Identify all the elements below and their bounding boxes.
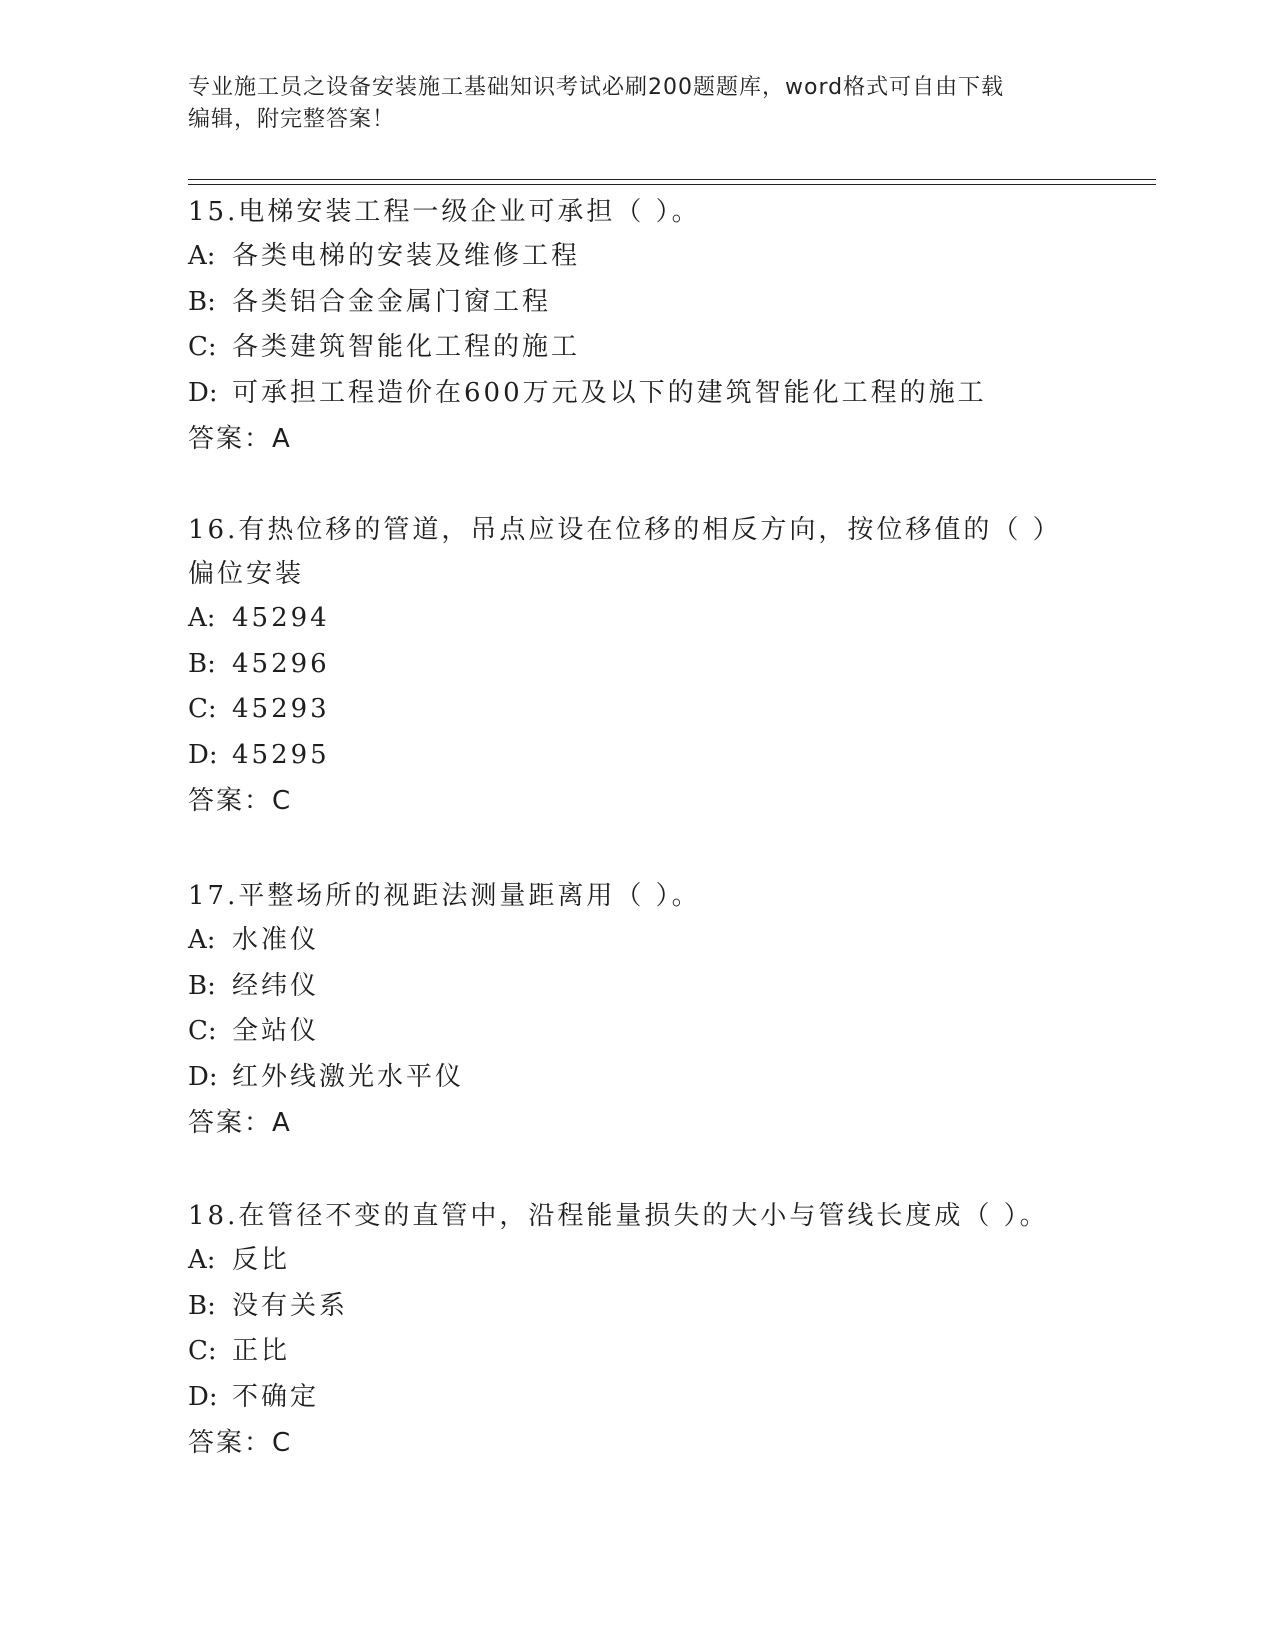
option-b [188,642,1088,688]
answer-line [188,1100,1088,1146]
option-text: 45295 [232,739,330,770]
option-text: 水准仪 [232,925,320,955]
option-letter: A: [188,925,216,955]
option-a [188,234,1088,280]
option-text: 各类电梯的安装及维修工程 [232,241,581,271]
option-letter: C: [188,332,217,362]
option-text: 45294 [232,603,330,633]
option-c [188,687,1088,733]
option-d [188,1055,1088,1101]
option-letter: B: [188,648,216,679]
question-number: 18. [188,1201,239,1231]
answer-label: 答案： [188,1108,273,1138]
option-letter: B: [188,1290,216,1321]
option-text: 45296 [232,648,330,679]
document-header [188,72,1088,136]
question-17 [188,874,1088,1146]
option-letter: B: [188,970,216,1001]
answer-line [188,1420,1088,1466]
option-text: 全站仪 [232,1016,320,1046]
option-letter: B: [188,286,216,317]
option-letter: D: [188,1381,218,1412]
option-text: 经纬仪 [232,970,320,1001]
option-letter: D: [188,377,218,408]
answer-line [188,778,1088,824]
option-letter: C: [188,1336,217,1366]
answer-value: A [272,1108,292,1138]
answer-label: 答案： [188,786,273,816]
option-letter: C: [188,694,217,724]
answer-line [188,416,1088,462]
question-text: 平整场所的视距法测量距离用（ ）。 [238,881,701,911]
question-15 [188,190,1088,462]
option-letter: D: [188,739,218,770]
answer-value: A [272,424,292,454]
option-c [188,1329,1088,1375]
question-stem [188,190,1088,234]
option-b [188,280,1088,326]
question-16 [188,508,1088,824]
answer-label: 答案： [188,1428,273,1458]
option-text: 各类建筑智能化工程的施工 [232,332,581,362]
option-text: 各类铝合金金属门窗工程 [232,286,552,317]
option-text: 正比 [232,1336,291,1366]
option-a [188,918,1088,964]
option-letter: D: [188,1061,218,1092]
option-letter: A: [188,1245,216,1275]
answer-label: 答案： [188,424,273,454]
answer-value: C [272,786,293,816]
option-text: 45293 [232,694,330,724]
option-c [188,325,1088,371]
question-number: 15. [188,197,239,227]
question-stem-continued: 偏位安装 [188,559,305,589]
question-18 [188,1194,1088,1466]
question-text: 在管径不变的直管中，沿程能量损失的大小与管线长度成（ ）。 [238,1201,1049,1231]
option-text: 没有关系 [232,1290,349,1321]
header-divider-top [188,179,1156,180]
question-text: 电梯安装工程一级企业可承担（ ）。 [238,197,701,227]
header-divider-bottom [188,184,1156,185]
option-text: 红外线激光水平仪 [232,1061,465,1092]
option-a [188,596,1088,642]
question-number: 17. [188,881,239,911]
question-text: 有热位移的管道，吊点应设在位移的相反方向，按位移值的（ ） [238,515,1062,545]
option-letter: A: [188,241,216,271]
question-stem [188,874,1088,918]
option-d [188,371,1088,417]
option-a [188,1238,1088,1284]
question-stem [188,508,1088,552]
question-stem [188,1194,1088,1238]
option-letter: A: [188,603,216,633]
header-title-line-2: 编辑，附完整答案！ [188,107,396,132]
option-d [188,733,1088,779]
header-title-line-1: 专业施工员之设备安装施工基础知识考试必刷200题题库，word格式可自由下载 [188,75,1005,100]
option-b [188,964,1088,1010]
option-c [188,1009,1088,1055]
question-number: 16. [188,515,239,545]
option-letter: C: [188,1016,217,1046]
option-b [188,1284,1088,1330]
option-d [188,1375,1088,1421]
answer-value: C [272,1428,293,1458]
option-text: 可承担工程造价在600万元及以下的建筑智能化工程的施工 [232,377,987,408]
option-text: 不确定 [232,1381,320,1412]
option-text: 反比 [232,1245,291,1275]
